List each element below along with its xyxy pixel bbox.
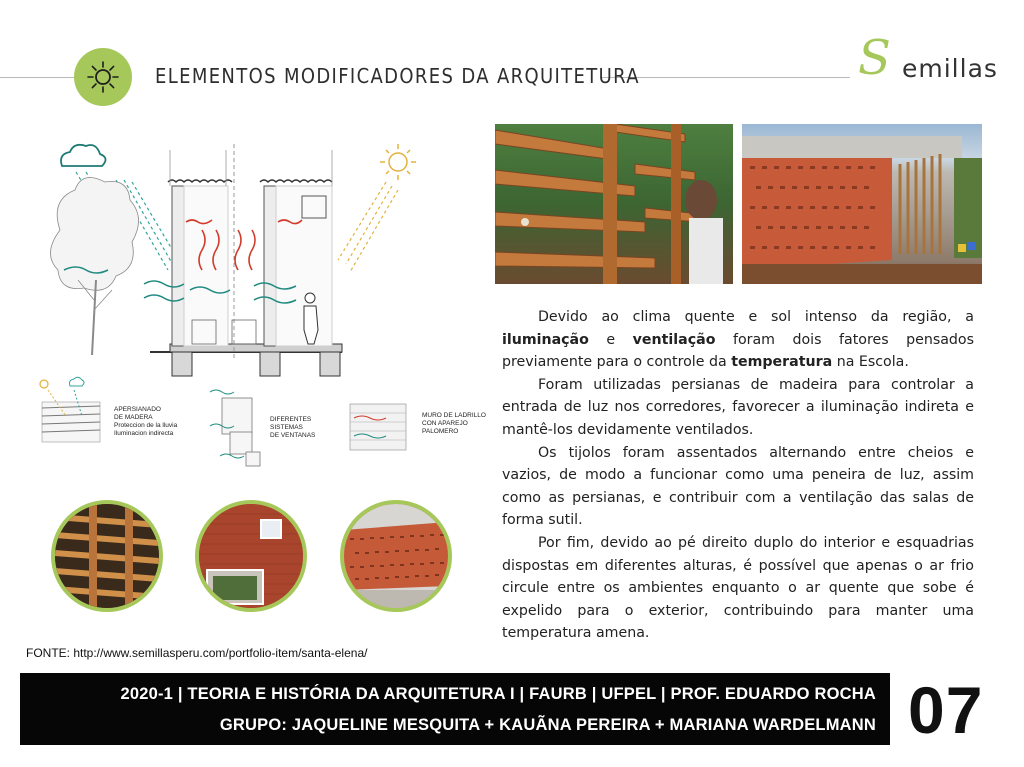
sunlight-lines — [338, 182, 398, 272]
keyword-iluminacao: iluminação — [502, 331, 589, 348]
label-brick-wall: MURO DE LADRILLO CON APAREJO PALOMERO — [422, 412, 486, 435]
foundation — [260, 352, 280, 376]
cloud-icon — [61, 145, 106, 166]
page-title: ELEMENTOS MODIFICADORES DA ARQUITETURA — [155, 64, 640, 88]
brick-wall — [264, 186, 276, 346]
paragraph-1-text: e — [588, 331, 633, 348]
logo-initial: S — [858, 30, 891, 86]
brick-pattern — [184, 186, 228, 346]
label-window-systems: DIFERENTES SISTEMAS DE VENTANAS — [270, 416, 316, 439]
paragraph-1-text: foram dois fatores pensados previamente para o controle da — [502, 331, 975, 371]
paragraph-4: Por fim, devido ao pé direito duplo do interior e esquadrias dispostas em diferentes alturas, é possível que apenas o ar frio circule entre os ambientes enquanto o ar quente que sobe é expelido para o exterior, contribuindo para manter uma temperatura amena. — [502, 534, 974, 642]
paragraph-3: Os tijolos foram assentados alternando entre cheios e vazios, de modo a funcionar como uma peneira de luz, assim como as persianas, e contribuir com a ventilação das salas de forma sutil. — [502, 444, 974, 529]
roof — [260, 180, 332, 182]
header-badge — [74, 48, 132, 106]
wood-louver-diagram — [40, 377, 100, 442]
foundation — [320, 352, 340, 376]
foundation — [172, 352, 192, 376]
footer-group-line: GRUPO: JAQUELINE MESQUITA + KAUÃNA PEREIRA + MARIANA WARDELMANN — [219, 716, 876, 734]
keyword-temperatura: temperatura — [731, 354, 833, 371]
section-diagram — [20, 130, 486, 480]
paragraph-2: Foram utilizadas persianas de madeira para controlar a entrada de luz nos corredores, favorecer a iluminação indireta e mantê-los devidamente ventilados. — [502, 376, 974, 438]
label-wood-louvers: APERSIANADO DE MADERA Proteccion de la lluvia Iluminacion indirecta — [114, 406, 178, 437]
window-systems-diagram — [210, 390, 260, 466]
round-photo-louvers — [51, 500, 163, 612]
logo-text: emillas — [902, 54, 998, 83]
header-rule-left — [0, 77, 74, 78]
photo-wood-louvers — [495, 124, 733, 284]
paragraph-1 — [502, 306, 974, 374]
sun-icon — [85, 59, 121, 95]
photo-brick-wall — [742, 124, 982, 284]
footer-course-line: 2020-1 | TEORIA E HISTÓRIA DA ARQUITETURA I | FAURB | UFPEL | PROF. EDUARDO ROCHA — [120, 685, 876, 703]
source-citation: FONTE: http://www.semillasperu.com/portfolio-item/santa-elena/ — [26, 646, 368, 660]
paragraph-1-text: Devido ao clima quente e sol intenso da região, a — [538, 309, 974, 325]
keyword-ventilacao: ventilação — [632, 331, 716, 348]
body-text — [502, 306, 974, 645]
round-photo-brick — [340, 500, 452, 612]
footer-bar — [20, 673, 890, 745]
brick-wall — [172, 186, 184, 346]
paragraph-1-text: na Escola. — [832, 354, 909, 371]
roof — [168, 180, 232, 182]
brick-wall-diagram — [350, 404, 406, 450]
sun-icon — [380, 144, 416, 180]
tree-drawing — [50, 178, 138, 356]
semillas-logo — [858, 30, 998, 96]
round-photo-windows — [195, 500, 307, 612]
page-number: 07 — [908, 673, 984, 747]
